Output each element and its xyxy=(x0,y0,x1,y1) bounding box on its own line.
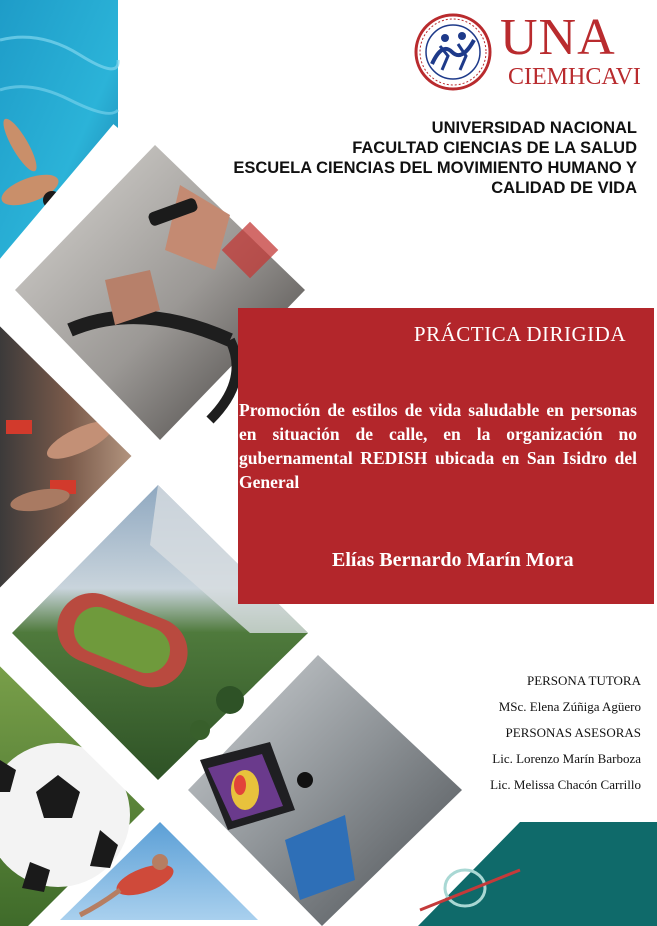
project-subject: Promoción de estilos de vida saludable en personas en situación de calle, en la organización no gubernamental REDISH ubicada en San Isidro del General xyxy=(239,400,637,492)
teal-corner-photo xyxy=(418,822,657,926)
school-name-line2: CALIDAD DE VIDA xyxy=(491,179,637,197)
document-type-title: PRÁCTICA DIRIGIDA xyxy=(413,322,626,346)
advisors-heading: PERSONAS ASESORAS xyxy=(505,725,641,740)
sports-seal-icon xyxy=(412,12,494,92)
logo-ciemhcavi-text: CIEMHCAVI xyxy=(508,64,641,90)
tutor-name: MSc. Elena Zúñiga Agüero xyxy=(498,699,641,714)
logo-una-text: UNA xyxy=(500,9,616,66)
faculty-name: FACULTAD CIENCIAS DE LA SALUD xyxy=(352,139,637,157)
advisor-name: Lic. Melissa Chacón Carrillo xyxy=(490,777,641,792)
school-name-line1: ESCUELA CIENCIAS DEL MOVIMIENTO HUMANO Y xyxy=(233,159,637,177)
advisor-name: Lic. Lorenzo Marín Barboza xyxy=(492,751,641,766)
credits-block xyxy=(381,668,641,798)
tutor-heading: PERSONA TUTORA xyxy=(526,673,641,688)
university-name: UNIVERSIDAD NACIONAL xyxy=(431,119,637,137)
institution-block xyxy=(177,118,637,198)
una-ciemhcavi-logo xyxy=(412,9,642,92)
author-name: Elías Bernardo Marín Mora xyxy=(332,549,574,571)
